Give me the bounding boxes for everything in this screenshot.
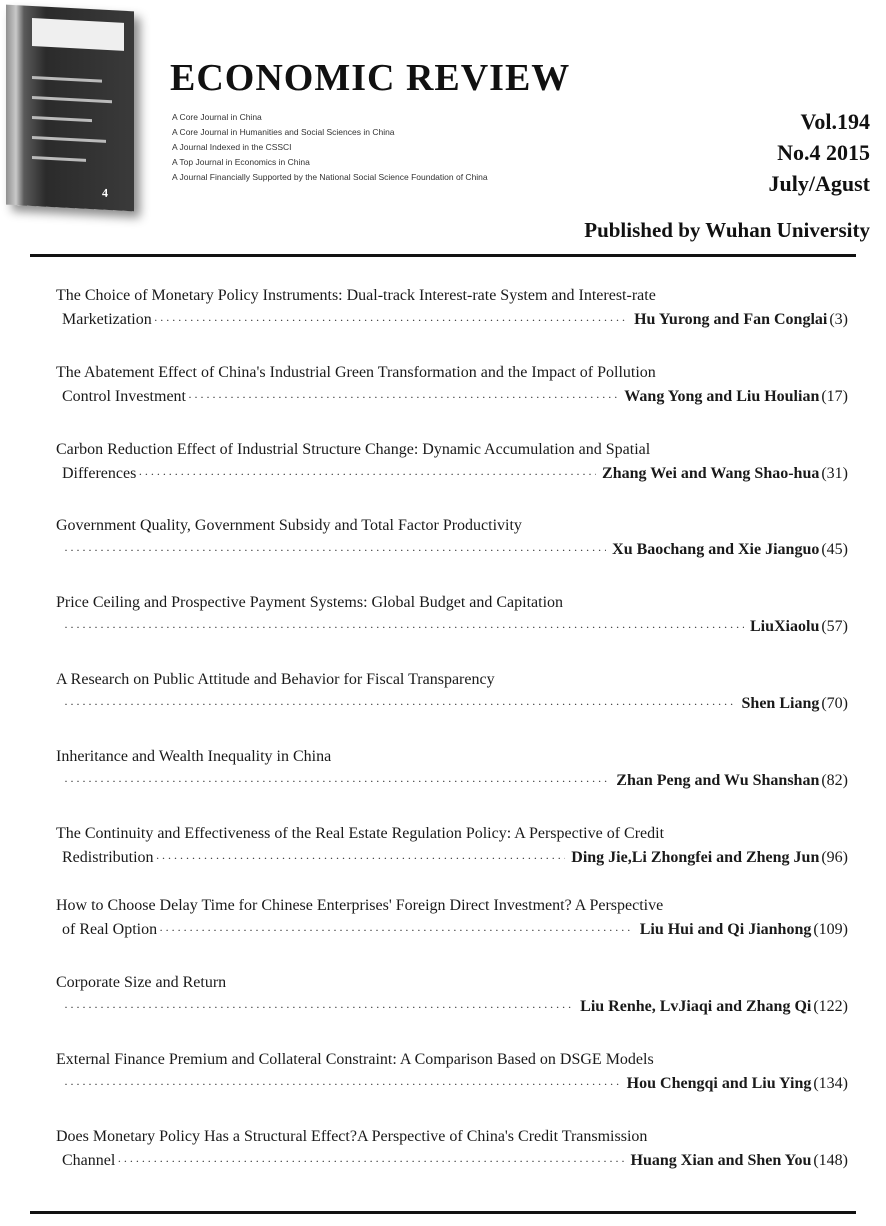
dot-leader (64, 615, 744, 639)
dot-leader (117, 1149, 624, 1173)
article-page: (3) (829, 311, 848, 328)
dot-leader (154, 308, 628, 332)
toc-entry-leader-line (56, 1072, 848, 1096)
toc-entry[interactable] (56, 971, 848, 1019)
publisher-label: Published by Wuhan University (584, 218, 870, 242)
article-authors: Zhan Peng and Wu Shanshan (616, 772, 820, 789)
article-authors: LiuXiaolu (749, 618, 820, 635)
period-label: July/Agust (768, 171, 870, 196)
dot-leader (64, 1072, 621, 1096)
article-page: (57) (821, 618, 848, 635)
toc-entry[interactable] (56, 668, 848, 716)
article-title: Inheritance and Wealth Inequality in China (56, 748, 332, 765)
number-label: No.4 2015 (777, 140, 870, 165)
dot-leader (64, 769, 610, 793)
article-title: The Continuity and Effectiveness of the Real Estate Regulation Policy: A Perspective of Credit (56, 825, 665, 842)
toc-entry-leader-line (56, 1149, 848, 1173)
article-title-continuation: Redistribution (62, 849, 154, 866)
cover-text-line (32, 96, 112, 103)
article-page: (122) (813, 998, 848, 1015)
toc-entry[interactable] (56, 514, 848, 562)
toc-entry-leader-line (56, 995, 848, 1019)
dot-leader (138, 462, 596, 486)
article-title-continuation: Channel (62, 1152, 116, 1169)
article-authors: Liu Renhe, LvJiaqi and Zhang Qi (580, 998, 812, 1015)
toc-entry-leader-line (56, 615, 848, 639)
dot-leader (64, 995, 574, 1019)
recognition-item: A Core Journal in China (172, 112, 262, 122)
article-title-continuation: of Real Option (62, 921, 158, 938)
toc-entry[interactable] (56, 438, 848, 486)
article-title: A Research on Public Attitude and Behavior for Fiscal Transparency (56, 671, 495, 688)
recognitions-list (172, 110, 488, 185)
toc-entry[interactable] (56, 894, 848, 942)
cover-text-line (32, 156, 86, 162)
article-authors: Shen Liang (741, 695, 820, 712)
toc-entry[interactable] (56, 284, 848, 332)
article-page: (82) (821, 772, 848, 789)
article-authors: Zhang Wei and Wang Shao-hua (602, 465, 820, 482)
toc-entry-leader-line (56, 846, 848, 870)
recognition-item: A Top Journal in Economics in China (172, 157, 310, 167)
article-page: (134) (813, 1075, 848, 1092)
toc-entry-leader-line (56, 692, 848, 716)
issue-info (769, 106, 870, 199)
toc-entry-leader-line (56, 385, 848, 409)
article-title: Government Quality, Government Subsidy and Total Factor Productivity (56, 517, 522, 534)
article-authors: Liu Hui and Qi Jianhong (639, 921, 812, 938)
recognition-item: A Journal Indexed in the CSSCI (172, 142, 292, 152)
toc-entry-leader-line (56, 769, 848, 793)
cover-text-line (32, 136, 106, 143)
article-title-continuation: Differences (62, 465, 137, 482)
article-authors: Hu Yurong and Fan Conglai (634, 311, 828, 328)
header-divider (30, 254, 856, 257)
toc-entry[interactable] (56, 1125, 848, 1173)
toc-entry[interactable] (56, 591, 848, 639)
article-authors: Hou Chengqi and Liu Ying (626, 1075, 812, 1092)
article-title: The Abatement Effect of China's Industrial Green Transformation and the Impact of Pollution (56, 364, 656, 381)
volume-label: Vol.194 (800, 109, 870, 134)
toc-entry-leader-line (56, 918, 848, 942)
toc-entry[interactable] (56, 822, 848, 870)
article-page: (96) (821, 849, 848, 866)
dot-leader (156, 846, 566, 870)
article-title: The Choice of Monetary Policy Instruments: Dual-track Interest-rate System and Interest-rate (56, 287, 656, 304)
article-authors: Huang Xian and Shen You (630, 1152, 812, 1169)
dot-leader (64, 538, 606, 562)
article-title: External Finance Premium and Collateral Constraint: A Comparison Based on DSGE Models (56, 1051, 654, 1068)
recognition-item: A Core Journal in Humanities and Social Sciences in China (172, 127, 395, 137)
article-page: (109) (813, 921, 848, 938)
journal-cover-image (6, 5, 134, 212)
article-page: (45) (821, 541, 848, 558)
article-title: Does Monetary Policy Has a Structural Effect?A Perspective of China's Credit Transmission (56, 1128, 648, 1145)
footer-divider (30, 1211, 856, 1214)
journal-title: ECONOMIC REVIEW (170, 57, 571, 99)
article-page: (148) (813, 1152, 848, 1169)
article-title-continuation: Marketization (62, 311, 152, 328)
article-title: Corporate Size and Return (56, 974, 227, 991)
toc-entry[interactable] (56, 745, 848, 793)
toc-entry-leader-line (56, 308, 848, 332)
article-title-continuation: Control Investment (62, 388, 186, 405)
article-authors: Xu Baochang and Xie Jianguo (612, 541, 820, 558)
article-title: Price Ceiling and Prospective Payment Systems: Global Budget and Capitation (56, 594, 564, 611)
toc-entry-leader-line (56, 538, 848, 562)
article-page: (31) (821, 465, 848, 482)
cover-issue-number: 4 (102, 185, 108, 200)
recognition-item: A Journal Financially Supported by the National Social Science Foundation of China (172, 172, 488, 182)
article-page: (70) (821, 695, 848, 712)
article-authors: Ding Jie,Li Zhongfei and Zheng Jun (571, 849, 820, 866)
article-page: (17) (821, 388, 848, 405)
toc-entry[interactable] (56, 361, 848, 409)
article-title: Carbon Reduction Effect of Industrial Structure Change: Dynamic Accumulation and Spatial (56, 441, 651, 458)
dot-leader (159, 918, 634, 942)
toc-entry[interactable] (56, 1048, 848, 1096)
dot-leader (188, 385, 618, 409)
article-authors: Wang Yong and Liu Houlian (624, 388, 820, 405)
dot-leader (64, 692, 736, 716)
cover-text-line (32, 116, 92, 122)
cover-logo (32, 18, 124, 51)
cover-text-line (32, 76, 102, 83)
article-title: How to Choose Delay Time for Chinese Enterprises' Foreign Direct Investment? A Perspective (56, 897, 664, 914)
toc-entry-leader-line (56, 462, 848, 486)
